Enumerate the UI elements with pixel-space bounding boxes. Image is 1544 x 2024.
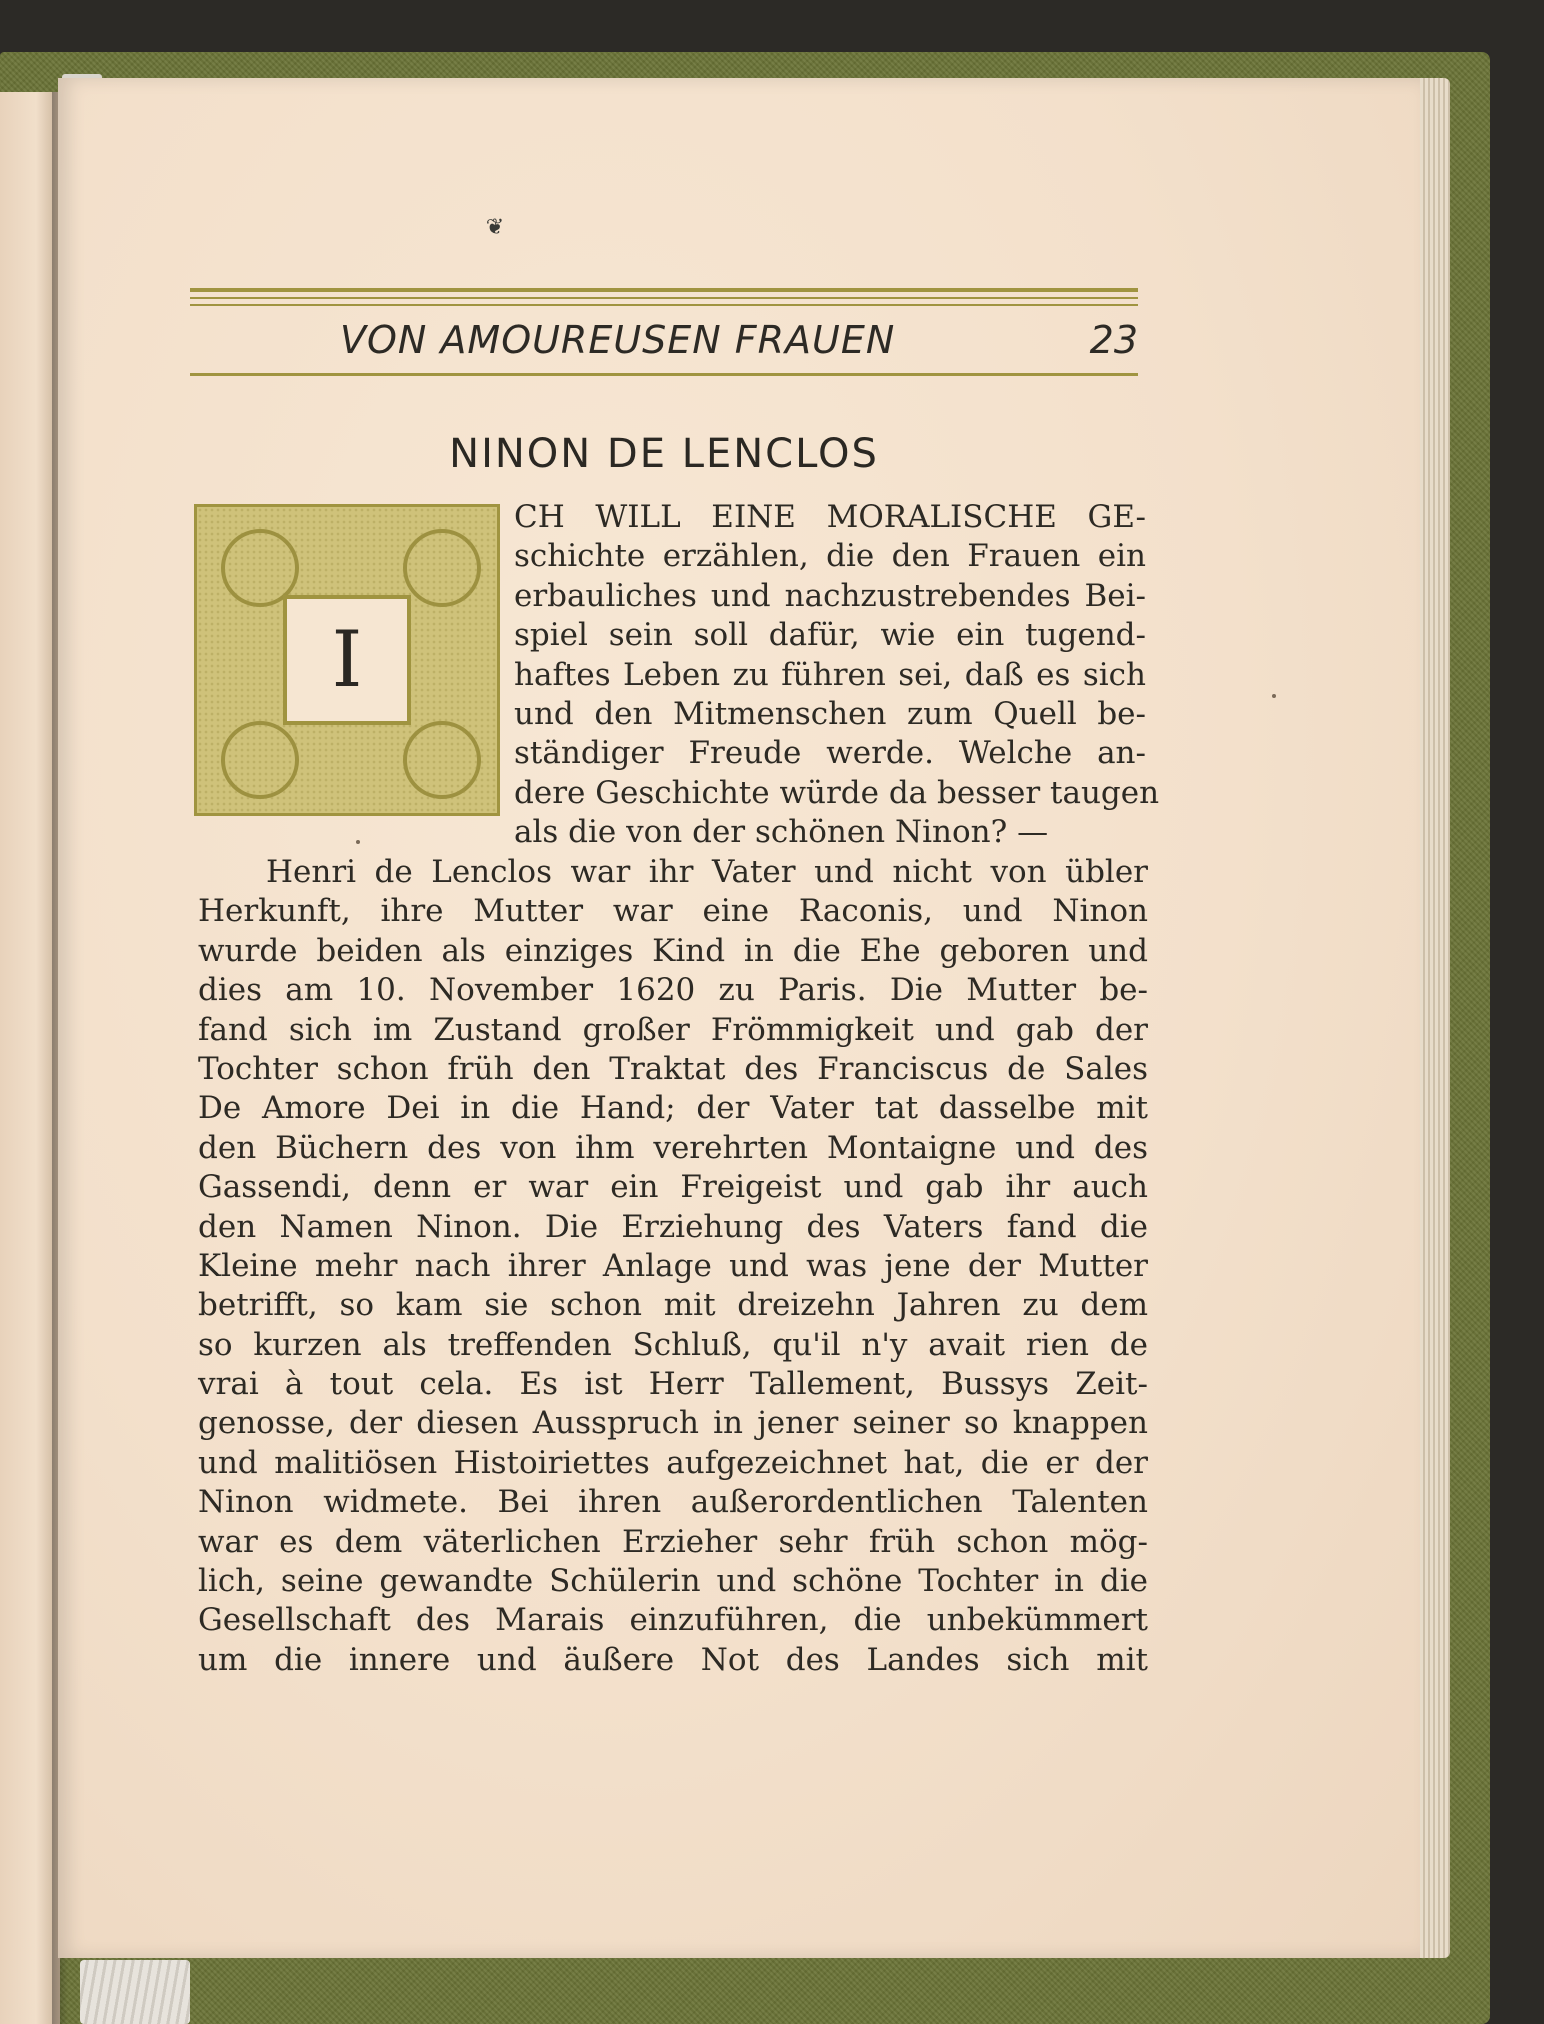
text-line: haftes Leben zu führen sei, daß es sich	[514, 656, 1146, 693]
text-line: schichte erzählen, die den Frauen ein	[514, 538, 1146, 575]
text-line: um die innere und äußere Not des Landes sich mit	[198, 1641, 1148, 1678]
text-line: fand sich im Zustand großer Frömmigkeit und gab der	[198, 1011, 1148, 1048]
paper-speck	[1272, 694, 1276, 698]
header-bottom-rule	[190, 373, 1138, 376]
text-line: vrai à tout cela. Es ist Herr Tallement, Bussys Zeit-	[198, 1366, 1148, 1403]
paper-speck	[356, 840, 360, 844]
text-line: war es dem väterlichen Erzieher sehr früh schon mög-	[198, 1523, 1148, 1560]
ornament-scroll-icon	[221, 721, 299, 799]
chapter-title: NINON DE LENCLOS	[449, 431, 879, 477]
text-line: ständiger Freude werde. Welche an-	[514, 735, 1146, 772]
text-line: Herkunft, ihre Mutter war eine Raconis, und Ninon	[198, 893, 1148, 930]
body-paragraph	[198, 853, 1148, 1680]
header-rule	[190, 288, 1138, 292]
text-line: so kurzen als treffenden Schluß, qu'il n'y avait rien de	[198, 1326, 1148, 1363]
bookmark-ribbon	[80, 1960, 190, 2024]
text-line: und malitiösen Histoiriettes aufgezeichnet hat, die er der	[198, 1444, 1148, 1481]
text-line: dere Geschichte würde da besser taugen	[514, 774, 1160, 811]
text-line: dies am 10. November 1620 zu Paris. Die Mutter be-	[198, 972, 1148, 1009]
text-line: CH WILL EINE MORALISCHE GE-	[514, 499, 1146, 535]
text-line: spiel sein soll dafür, wie ein tugend-	[514, 617, 1146, 654]
header-rule	[190, 297, 1138, 299]
text-line: den Büchern des von ihm verehrten Montaigne und des	[198, 1129, 1148, 1166]
text-line: Gesellschaft des Marais einzuführen, die unbekümmert	[198, 1602, 1148, 1639]
text-line: genosse, der diesen Ausspruch in jener seiner so knappen	[198, 1405, 1148, 1442]
decorated-initial	[194, 504, 500, 816]
text-line: erbauliches und nachzustrebendes Bei-	[514, 577, 1146, 614]
text-line: De Amore Dei in die Hand; der Vater tat dasselbe mit	[198, 1090, 1148, 1127]
text-line: Tochter schon früh den Traktat des Franciscus de Sales	[198, 1050, 1148, 1087]
text-line: lich, seine gewandte Schülerin und schöne Tochter in die	[198, 1563, 1148, 1600]
opening-paragraph	[514, 498, 1160, 853]
text-line: als die von der schönen Ninon? —	[514, 814, 1049, 851]
left-page-edge	[0, 92, 60, 2024]
initial-letter: I	[331, 615, 363, 705]
fleuron-icon: ❦	[485, 215, 505, 240]
text-line: Henri de Lenclos war ihr Vater und nicht von übler	[266, 854, 1148, 890]
text-line: Ninon widmete. Bei ihren außerordentlichen Talenten	[198, 1484, 1148, 1521]
ornament-scroll-icon	[403, 721, 481, 799]
text-line: wurde beiden als einziges Kind in die Ehe geboren und	[198, 932, 1148, 969]
text-line: betrifft, so kam sie schon mit dreizehn Jahren zu dem	[198, 1287, 1148, 1324]
text-line: den Namen Ninon. Die Erziehung des Vaters fand die	[198, 1208, 1148, 1245]
text-line: und den Mitmenschen zum Quell be-	[514, 695, 1146, 732]
page-number: 23	[1089, 318, 1138, 362]
text-line: Kleine mehr nach ihrer Anlage und was jene der Mutter	[198, 1247, 1148, 1284]
ornament-scroll-icon	[403, 529, 481, 607]
header-rule	[190, 304, 1138, 306]
initial-frame	[283, 595, 411, 725]
running-head-title: VON AMOUREUSEN FRAUEN	[340, 318, 896, 362]
text-line: Gassendi, denn er war ein Freigeist und gab ihr auch	[198, 1169, 1148, 1206]
